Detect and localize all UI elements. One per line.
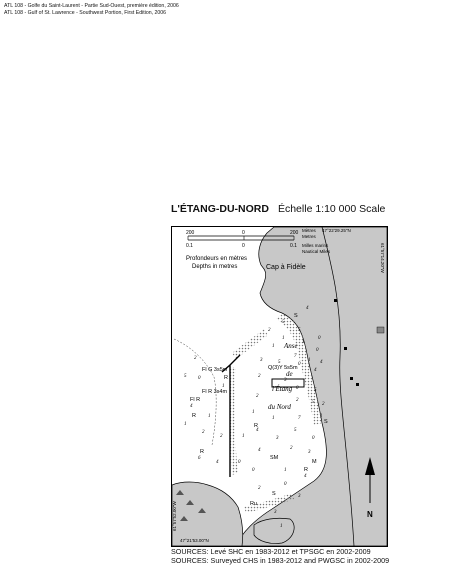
scale-tick: 0.1 <box>186 243 193 249</box>
scale-unit: Mètres <box>302 228 316 233</box>
scale-unit-en: Nautical Miles <box>302 249 331 254</box>
seabed-label: Ru <box>250 501 258 507</box>
sounding: 4 <box>216 460 219 465</box>
sounding: 0 <box>238 460 241 465</box>
map-scale: Échelle 1:10 000 Scale <box>277 203 386 215</box>
sounding: 1 <box>184 422 187 427</box>
seabed-label: S <box>272 491 276 497</box>
coord-right: 61°57'14.20"W <box>380 243 385 273</box>
map-title: L'ÉTANG-DU-NORD <box>171 203 269 215</box>
sounding: 3 <box>284 378 287 383</box>
sounding: 2 <box>296 398 299 403</box>
sources-line-1: SOURCES: Levé SHC en 1983-2012 et TPSGC en 2002-2009 <box>171 547 371 556</box>
sounding: 2 <box>258 374 261 379</box>
building <box>350 377 353 380</box>
depth-note-en: Depths in metres <box>192 264 238 270</box>
seabed-label: R <box>200 449 204 455</box>
sounding: 6 <box>198 456 201 461</box>
sounding: 5 <box>184 374 187 379</box>
sounding: 1 <box>222 384 225 389</box>
coord-left: 61°57'52.00"W <box>172 501 177 531</box>
scale-unit: Milles marins <box>302 243 329 248</box>
seabed-label: M <box>312 459 317 465</box>
light-label: Fl R 3s4m <box>202 389 228 395</box>
light-label: Q(3)Y 5s5m <box>268 365 298 371</box>
sounding: 1 <box>272 416 275 421</box>
sounding: 1 <box>208 414 211 419</box>
chart-inset <box>171 226 388 547</box>
depth-note-fr: Profondeurs en mètres <box>186 256 248 262</box>
sounding: 2 <box>220 434 223 439</box>
marsh-stipple-west <box>229 329 268 475</box>
sounding: 4 <box>314 368 317 373</box>
building <box>344 347 347 350</box>
sounding: 1 <box>272 344 275 349</box>
place-de: de <box>286 370 293 378</box>
sounding: 0 <box>316 348 319 353</box>
chart-map <box>172 227 387 546</box>
place-cap: Cap à Fidèle <box>266 264 306 271</box>
scale-tick: 0 <box>242 243 245 249</box>
sounding: 4 <box>190 404 193 409</box>
sounding: 2 <box>256 394 259 399</box>
building <box>334 299 337 302</box>
coord-bottom: 47°21'53.00"N <box>180 538 209 543</box>
sounding: 5 <box>298 328 301 333</box>
sounding: 5 <box>314 388 317 393</box>
sounding: 5 <box>278 360 281 365</box>
sounding: 0 <box>296 386 299 391</box>
place-anse: Anse <box>284 342 298 350</box>
sounding: 1 <box>308 358 311 363</box>
sounding: 0 <box>312 436 315 441</box>
sounding: 1 <box>284 468 287 473</box>
sounding: 5 <box>282 320 285 325</box>
building <box>356 383 359 386</box>
light-label: Fl G 3s5m <box>202 367 228 373</box>
sounding: 3 <box>260 358 263 363</box>
sounding: 3 <box>274 510 277 515</box>
sounding: 3 <box>308 450 311 455</box>
scale-tick: 200 <box>186 230 195 236</box>
building <box>377 327 384 333</box>
place-du-nord: du Nord <box>268 403 291 411</box>
sounding: 5 <box>294 428 297 433</box>
sounding: 4 <box>258 448 261 453</box>
seabed-label: R <box>224 375 228 381</box>
seabed-label: S <box>294 313 298 319</box>
sounding: 2 <box>322 402 325 407</box>
sounding: 4 <box>304 474 307 479</box>
sounding: 7 <box>298 416 301 421</box>
sounding: 0 <box>198 376 201 381</box>
sounding: 1 <box>282 336 285 341</box>
seabed-label: SM <box>270 455 279 461</box>
sounding: 4 <box>256 428 259 433</box>
seabed-label: R <box>304 467 308 473</box>
sounding: 2 <box>194 356 197 361</box>
sounding: 1 <box>302 340 305 345</box>
sounding: 2 <box>202 430 205 435</box>
sounding: 4 <box>320 360 323 365</box>
scale-unit-en: Metres <box>302 234 316 239</box>
sounding: 1 <box>242 434 245 439</box>
seabed-label: R <box>254 423 258 429</box>
sounding: 0 <box>298 362 301 367</box>
sources-line-2: SOURCES: Surveyed CHS in 1983-2012 and PWGSC in 2002-2009 <box>171 556 390 565</box>
sounding: 1 <box>320 414 323 419</box>
coord-top: 47°22'29.25"N <box>322 228 351 233</box>
seabed-label: R <box>192 413 196 419</box>
scale-tick: 0 <box>242 230 245 236</box>
header-line-1: ATL 108 - Golfe du Saint-Laurent - Partie Sud-Ouest, première édition, 2006 <box>4 3 179 9</box>
light-label: Fl R <box>190 397 201 403</box>
sounding: 2 <box>268 328 271 333</box>
scale-tick: 0.1 <box>290 243 297 249</box>
place-etang: l'Étang <box>272 385 293 393</box>
sounding: 0 <box>284 482 287 487</box>
land-southwest <box>172 482 243 546</box>
header-line-2: ATL 108 - Gulf of St. Lawrence - Southwest Portion, First Edition, 2006 <box>4 10 167 16</box>
scale-tick: 200 <box>290 230 299 236</box>
seabed-label: S <box>324 419 328 425</box>
sounding: 2 <box>258 486 261 491</box>
sounding: 7 <box>294 354 297 359</box>
sounding: 5 <box>312 400 315 405</box>
sounding: 2 <box>290 446 293 451</box>
map-title-row <box>171 203 385 215</box>
north-arrow-label: N <box>367 510 373 519</box>
sounding: 1 <box>252 410 255 415</box>
sounding: 0 <box>252 468 255 473</box>
sounding: 0 <box>318 336 321 341</box>
sounding: 3 <box>276 436 279 441</box>
sounding: 1 <box>280 524 283 529</box>
islet <box>254 518 294 543</box>
sounding: 3 <box>298 494 301 499</box>
sounding: 4 <box>306 306 309 311</box>
